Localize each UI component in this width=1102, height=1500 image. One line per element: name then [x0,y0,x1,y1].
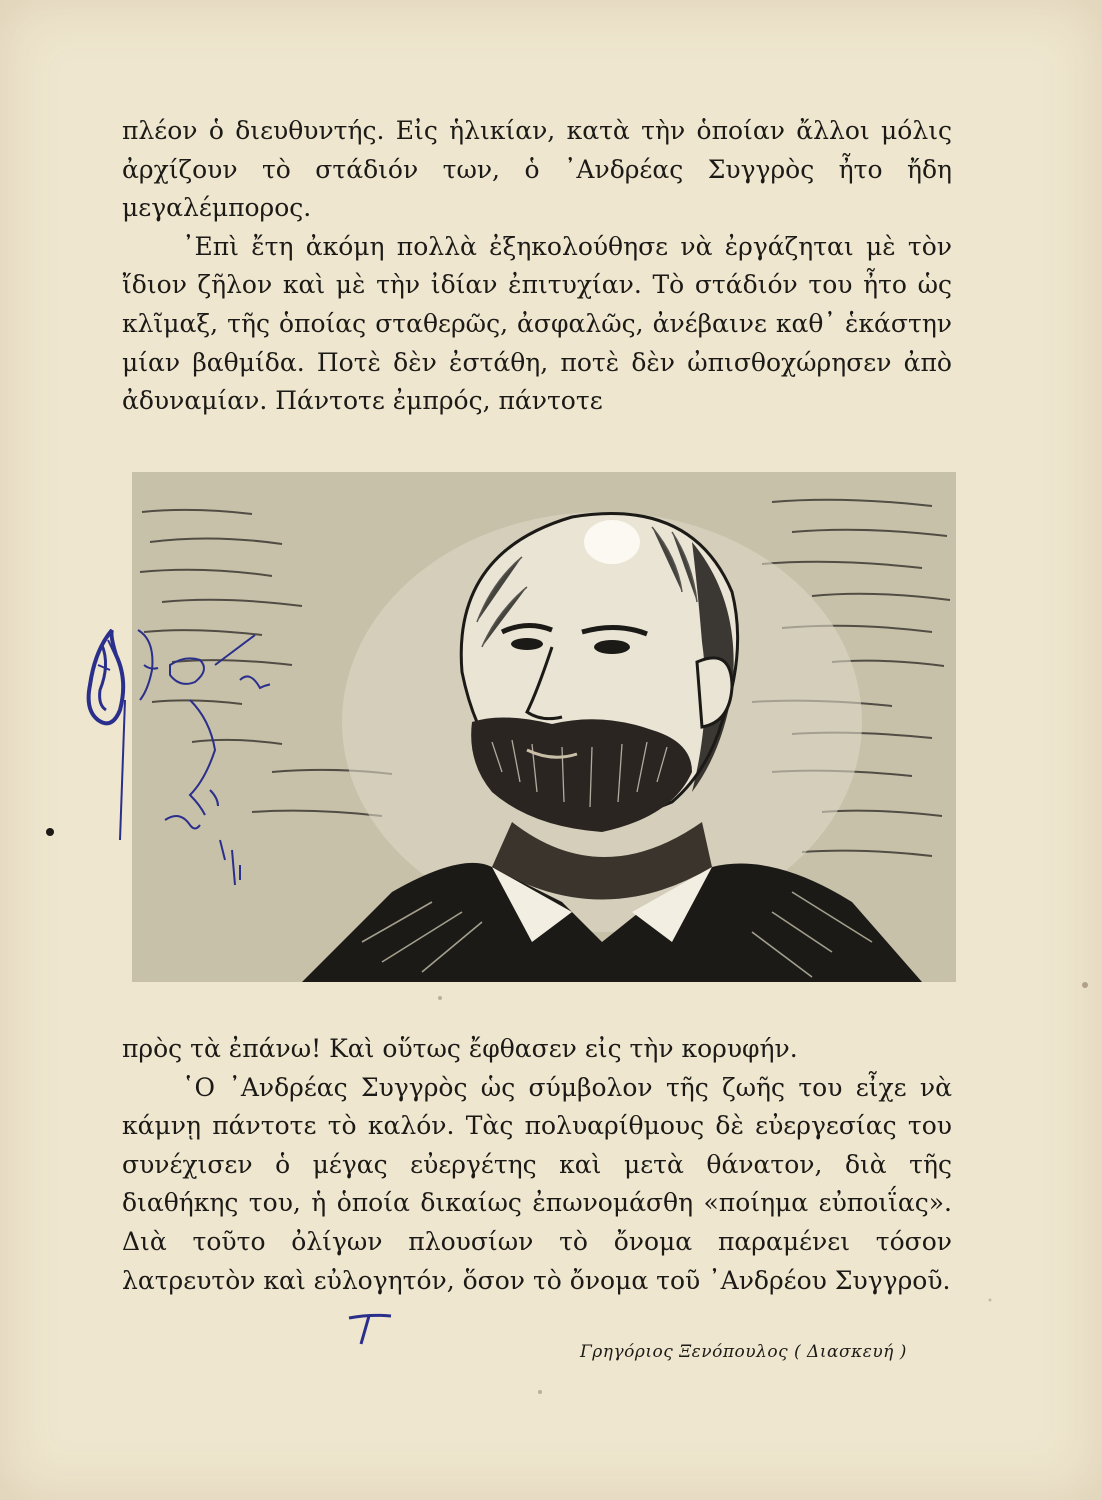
pen-check-mark [345,1308,395,1348]
paragraph-continuation: πλέον ὁ διευθυντής. Εἰς ἡλικίαν, κατὰ τὴν ὁποίαν ἄλλοι μόλις ἀρχίζουν τὸ στάδιόν των, ὁ ᾿Ανδρέας Συγγρὸς ἦτο ἤδη μεγαλέμπορος. [122,116,952,223]
top-text-block [122,112,952,421]
bottom-text-block [122,1030,952,1300]
author-attribution: Γρηγόριος Ξενόπουλος ( Διασκευή ) [580,1342,907,1362]
pen-doodle-face [40,610,270,900]
paragraph-legacy: ῾Ο ᾿Ανδρέας Συγγρὸς ὡς σύμβολον τῆς ζωῆς του εἶχε νὰ κάμνῃ πάντοτε τὸ καλόν. Τὰς πολυαρίθμους δὲ εὐεργεσίας του συνέχισεν ὁ μέγας εὐεργέτης καὶ μετὰ θάνατον, διὰ τῆς διαθήκης του, ἡ ὁποία δικαίως ἐπωνομάσθη «ποίημα εὐποιΐας». Διὰ τοῦτο ὀλίγων πλουσίων τὸ ὄνομα παραμένει τόσον λατρευτὸν καὶ εὐλογητόν, ὅσον τὸ ὄνομα τοῦ ᾿Ανδρέου Συγγροῦ. [122,1072,952,1295]
paragraph-ladder: ᾿Επὶ ἔτη ἀκόμη πολλὰ ἐξηκολούθησε νὰ ἐργάζηται μὲ τὸν ἴδιον ζῆλον καὶ μὲ τὴν ἰδίαν ἐπιτυχίαν. Τὸ στάδιόν του ἦτο ὡς κλῖμαξ, τῆς ὁποίας σταθερῶς, ἀσφαλῶς, ἀνέβαινε καθ᾿ ἑκάστην μίαν βαθμίδα. Ποτὲ δὲν ἐστάθη, ποτὲ δὲν ὠπισθοχώρησεν ἀπὸ ἀδυναμίαν. Πάντοτε ἐμπρός, πάντοτε [122,231,952,416]
paragraph-summit: πρὸς τὰ ἐπάνω! Καὶ οὕτως ἔφθασεν εἰς τὴν κορυφήν. [122,1034,798,1063]
